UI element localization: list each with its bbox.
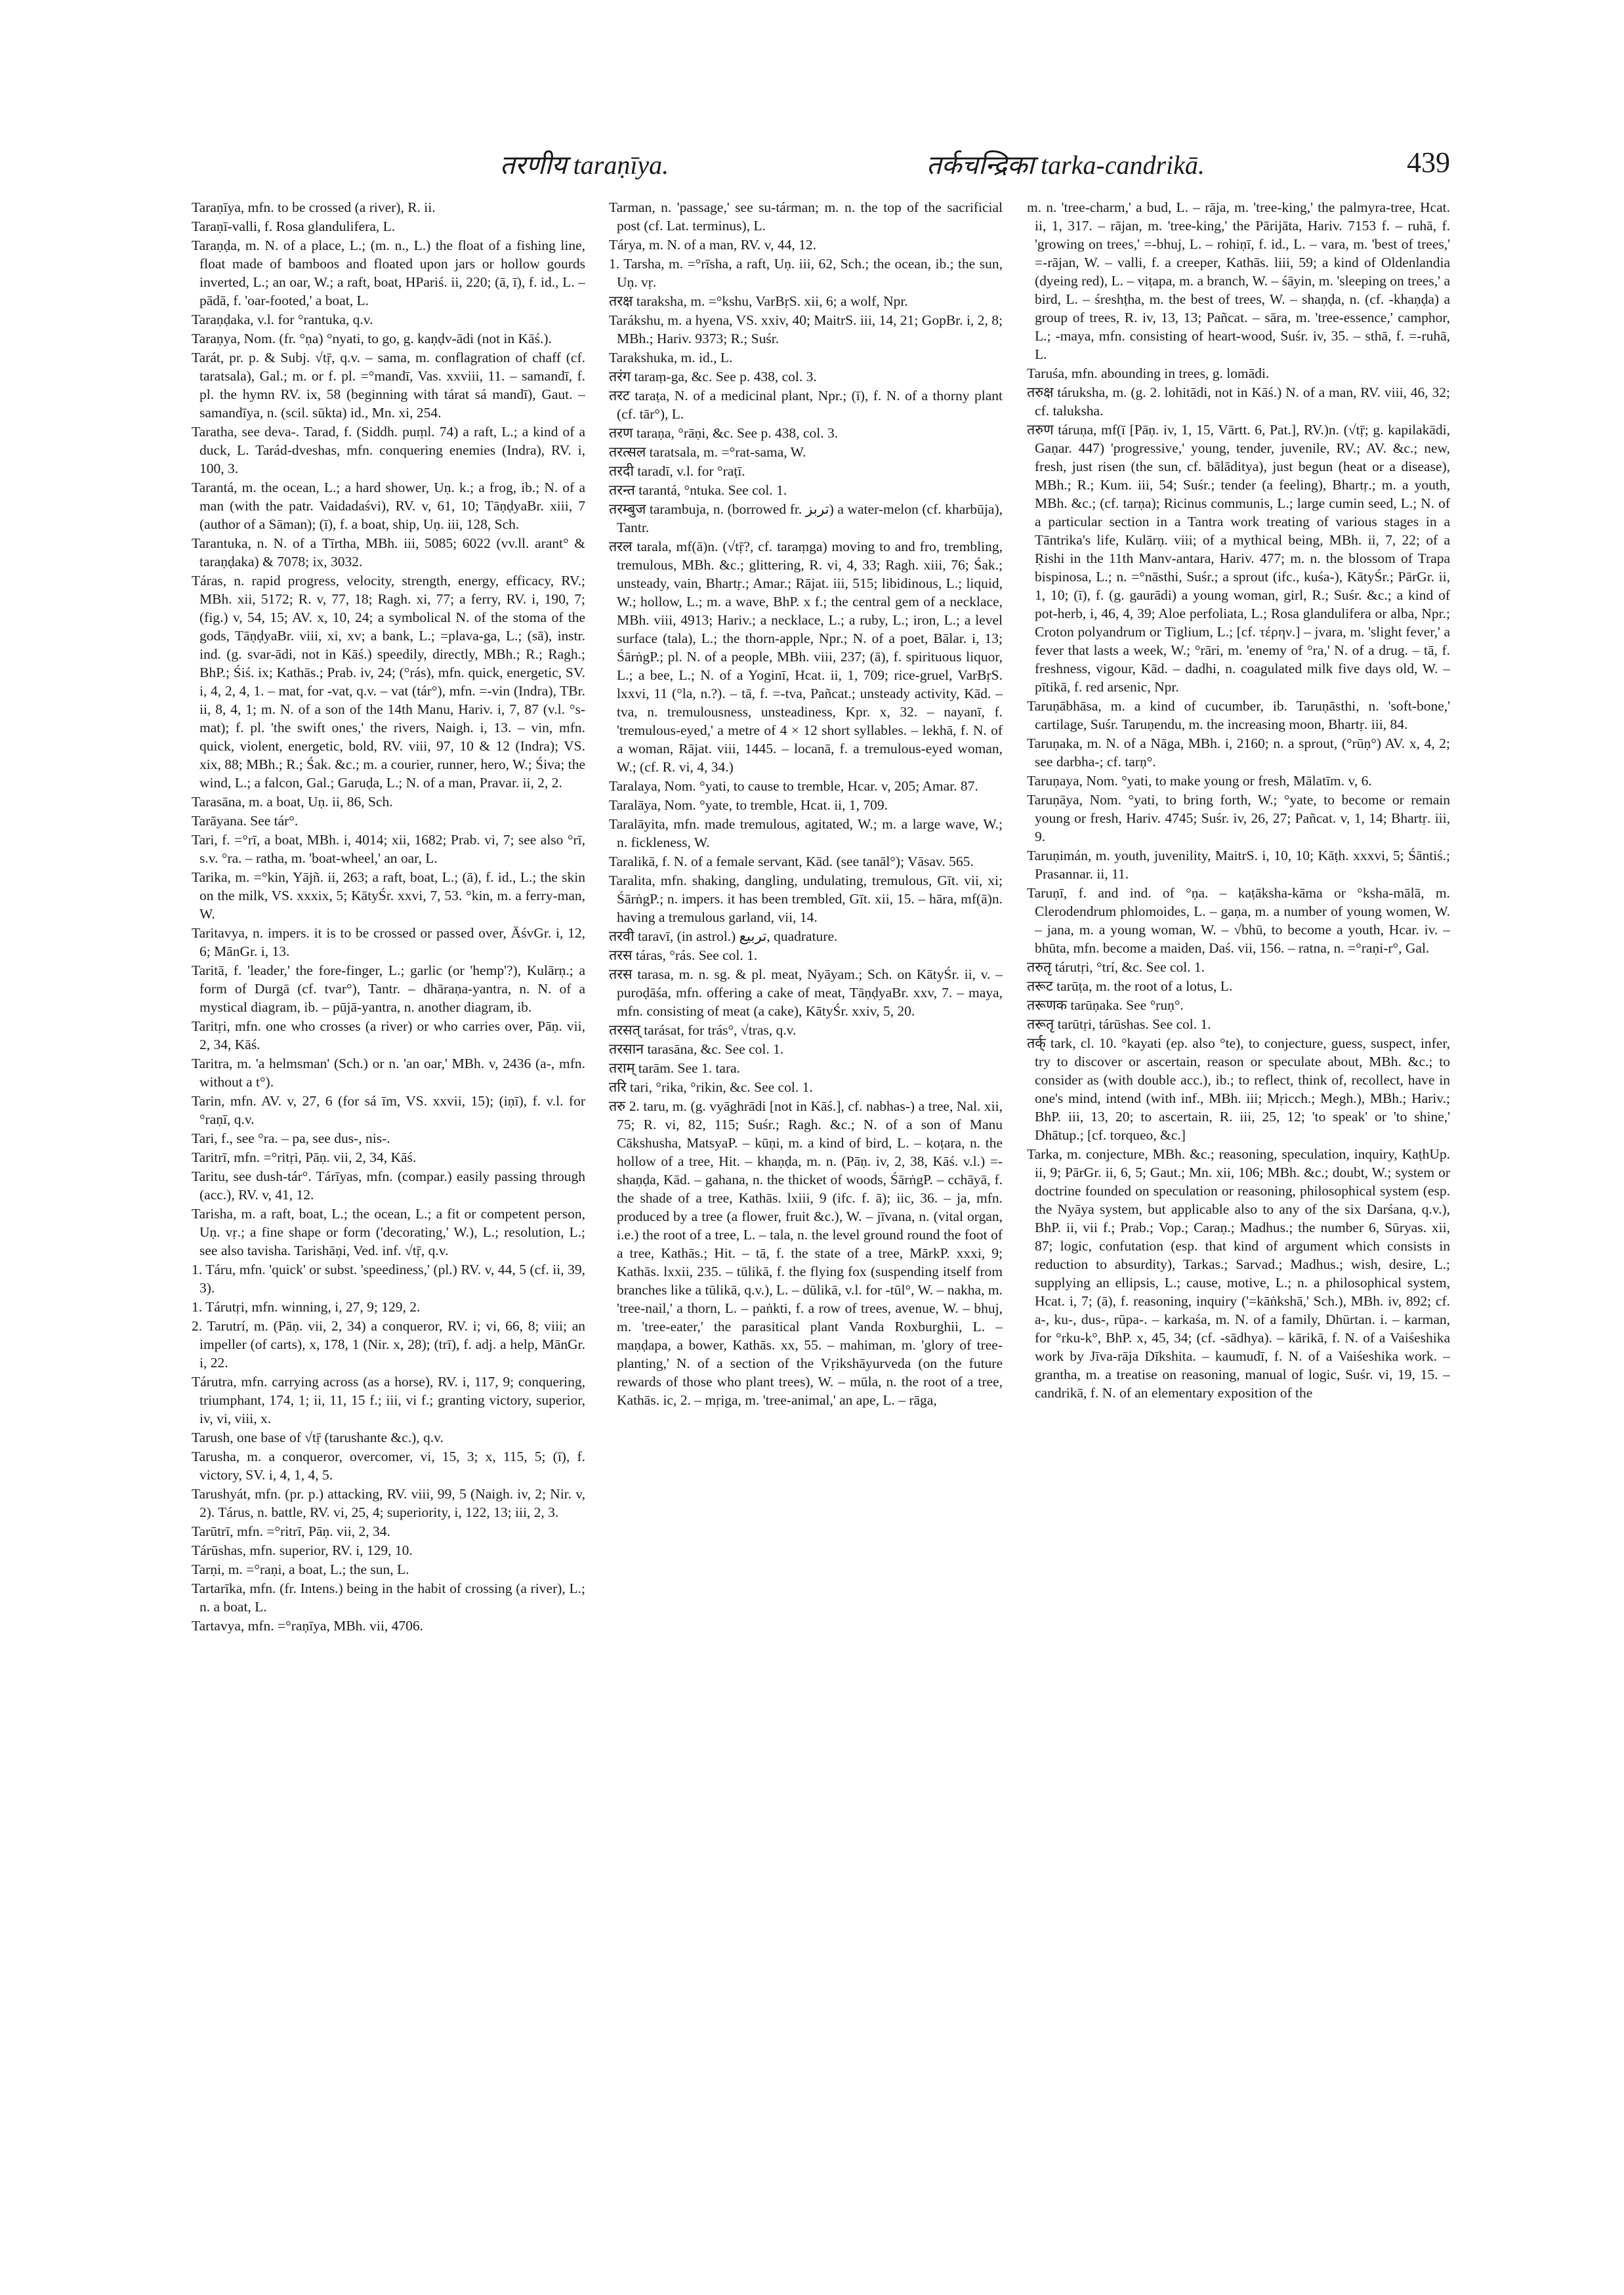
dictionary-entry: Taruśa, mfn. abounding in trees, g. lomādi. bbox=[1027, 365, 1270, 381]
page-header bbox=[192, 146, 1450, 192]
dictionary-entry: Tartavya, mfn. =°raṇīya, MBh. vii, 4706. bbox=[192, 1618, 423, 1634]
dictionary-entry: तरक्ष taraksha, m. =°kshu, VarBṛS. xii, 6; a wolf, Npr. bbox=[609, 293, 908, 309]
dictionary-entry: Tarṇi, m. =°raṇi, a boat, L.; the sun, L. bbox=[192, 1561, 409, 1577]
dictionary-entry: 2. Tarutrí, m. (Pāṇ. vii, 2, 34) a conqueror, RV. i; vi, 66, 8; viii; an impeller (of carts), x, 178, 1 (Nir. x, 28); (trī), f. adj. a help, MānGr. i, 22. bbox=[192, 1318, 585, 1371]
dictionary-entry: Taralaya, Nom. °yati, to cause to tremble, Hcar. v, 205; Amar. 87. bbox=[609, 778, 978, 794]
dictionary-entry: Taraṇī-valli, f. Rosa glandulifera, L. bbox=[192, 218, 396, 234]
dictionary-entry: Taruṇī, f. and ind. of °ṇa. – kaṭāksha-kāma or °ksha-mālā, m. Clerodendrum phlomoides, L. – gaṇa, m. a number of young women, W. – jana, m. a young woman, W. – √bhū, to become a youth, Hcar. iv. – bhūta, mfn. become a maiden, Daś. vii, 156. – ratna, n. =°raṇi-r°, Gal. bbox=[1027, 885, 1450, 956]
dictionary-entry: Tarantá, m. the ocean, L.; a hard shower, Uṇ. k.; a frog, ib.; N. of a man (with the patr. Vaidadaśvi), RV. v, 61, 10; TāṇḍyaBr. xiii, 7 (author of a Sāman); (ī), f. a boat, ship, Uṇ. iii, 128, Sch. bbox=[192, 480, 585, 532]
dictionary-entry: Táras, n. rapid progress, velocity, strength, energy, efficacy, RV.; MBh. xii, 5172; R. v, 77, 18; Ragh. xi, 77; a ferry, RV. i, 190, 7; (fig.) v, 54, 15; AV. x, 10, 24; a symbolical N. of the stoma of the gods, TāṇḍyaBr. viii, xi, xv; a bank, L.; =plava-ga, L.; (sā), instr. ind. (g. svar-ādi, not in Kāś.) speedily, directly, MBh.; R.; Ragh.; BhP.; Śiś. ix; Kathās.; Prab. iv, 24; (°rás), mfn. quick, energetic, SV. i, 4, 2, 4, 1. – mat, for -vat, q.v. – vat (tár°), mfn. =-vin (Indra), TBr. ii, 8, 4, 1; m. N. of a son of the 14th Manu, Hariv. i, 7, 87 (v.l. °s-mat); f. pl. 'the swift ones,' the rivers, Naigh. i, 13. – vin, mfn. quick, violent, energetic, bold, RV. viii, 97, 10 & 12 (Indra); VS. xix, 88; MBh.; R.; Śak. &c.; m. a courier, runner, hero, W.; Śiva; the wind, L.; a falcon, Gal.; Garuḍa, L.; N. of a man, Pravar. ii, 2, 2. bbox=[192, 573, 585, 791]
header-right-word: तर्कचन्द्रिका tarka-candrikā. bbox=[927, 150, 1205, 180]
dictionary-entry: Tarákshu, m. a hyena, VS. xxiv, 40; MaitrS. iii, 14, 21; GopBr. i, 2, 8; MBh.; Hariv. 9373; R.; Suśr. bbox=[609, 312, 1003, 346]
dictionary-entry: तर्क् tark, cl. 10. °kayati (ep. also °te), to conjecture, guess, suspect, infer, try to discover or ascertain, reason or speculate about, MBh. &c.; to consider as (with double acc.), ib.; to reflect, think of, recollect, have in one's mind, intend (with inf., MBh. iii; Mṛicch.; Megh.), MBh.; Hariv.; BhP. iii, 13, 20; to ascertain, R. iii, 25, 12; 'to speak' or 'to shine,' Dhātup.; [cf. torqueo, &c.] bbox=[1027, 1035, 1450, 1143]
dictionary-entry: तराम् tarām. See 1. tara. bbox=[609, 1060, 741, 1076]
dictionary-entry: Tárya, m. N. of a man, RV. v, 44, 12. bbox=[609, 237, 816, 253]
dictionary-entry: Taruṇābhāsa, m. a kind of cucumber, ib. Taruṇāsthi, n. 'soft-bone,' cartilage, Suśr. Taruṇendu, m. the increasing moon, Bhartṛ. iii, 84. bbox=[1027, 698, 1450, 732]
dictionary-entry: Tari, f., see °ra. – pa, see dus-, nis-. bbox=[192, 1130, 390, 1146]
dictionary-entry: Taraṇya, Nom. (fr. °ṇa) °nyati, to go, g. kaṇḍv-ādi (not in Kāś.). bbox=[192, 331, 552, 346]
dictionary-entry: तरूट tarūṭa, m. the root of a lotus, L. bbox=[1027, 978, 1233, 994]
dictionary-entry: तरंग taraṃ-ga, &c. See p. 438, col. 3. bbox=[609, 369, 817, 384]
dictionary-entry: Tárutra, mfn. carrying across (as a horse), RV. i, 117, 9; conquering, triumphant, 174, 1; ii, 11, 15 f.; iii, vi f.; granting victory, superior, iv, vi, viii, x. bbox=[192, 1374, 585, 1426]
dictionary-entry: तरस tarasa, m. n. sg. & pl. meat, Nyāyam.; Sch. on KātyŚr. ii, v. – puroḍāśa, mfn. offering a cake of meat, TāṇḍyaBr. xxv, 7. – maya, mfn. consisting of meat (a cake), KātyŚr. xxiv, 5, 20. bbox=[609, 966, 1003, 1019]
dictionary-entry: तरस táras, °rás. See col. 1. bbox=[609, 947, 758, 963]
dictionary-entry: तरुक्ष táruksha, m. (g. 2. lohitādi, not in Kāś.) N. of a man, RV. viii, 46, 32; cf. taluksha. bbox=[1027, 384, 1450, 419]
dictionary-entry: Tarūtrī, mfn. =°ritrī, Pāṇ. vii, 2, 34. bbox=[192, 1523, 390, 1539]
dictionary-entry: तरवी taravī, (in astrol.) تربيع, quadrature. bbox=[609, 928, 838, 944]
page-number: 439 bbox=[1407, 146, 1450, 178]
dictionary-entry: Taritā, f. 'leader,' the fore-finger, L.; garlic (or 'hemp'?), Kulārṇ.; a form of Durgā (cf. tvar°), Tantr. – dhāraṇa-yantra, n. N. of a mystical diagram, ib. – pūjā-yantra, n. another diagram, ib. bbox=[192, 962, 585, 1015]
dictionary-entry: तरुतृ tárutṛi, °trí, &c. See col. 1. bbox=[1027, 959, 1205, 975]
dictionary-entry: तरल tarala, mf(ā)n. (√tṝ?, cf. taraṃga) moving to and fro, trembling, tremulous, MBh. &c.; glittering, R. vi, 4, 33; Ragh. xiii, 76; Śak.; unsteady, vain, Bhartṛ.; Amar.; Rājat. iii, 515; libidinous, L.; liquid, W.; hollow, L.; m. a wave, BhP. x f.; the central gem of a necklace, MBh. viii, 4913; Hariv.; a necklace, L.; a ruby, L.; iron, L.; a level surface (tala), L.; the thorn-apple, Npr.; N. of a poet, Bālar. i, 13; ŚārṅgP.; pl. N. of a people, MBh. viii, 237; (ā), f. spirituous liquor, L.; a bee, L.; N. of a Yoginī, Hcat. ii, 1, 709; rice-gruel, VarBṛS. lxxvi, 11 (°la, n.?). – tā, f. =-tva, Pañcat.; unsteady activity, Kād. – tva, n. tremulousness, unsteadiness, Kpr. x, 32. – nayanī, f. 'tremulous-eyed,' a metre of 4 × 12 short syllables. – lekhā, f. N. of a woman, Rājat. viii, 1445. – locanā, f. a tremulous-eyed woman, W.; (cf. R. vi, 4, 34.) bbox=[609, 539, 1003, 775]
dictionary-entry: Tarát, pr. p. & Subj. √tṝ, q.v. – sama, m. conflagration of chaff (cf. taratsala), Gal.; m. or f. pl. =°mandī, Vas. xxviii, 11. – samandī, f. pl. the hymn RV. ix, 58 (beginning with tárat sá mandī), Gaut. – samandīya, n. (scil. sūkta) id., Mn. xi, 254. bbox=[192, 350, 585, 421]
dictionary-entry: Taraṇḍa, m. N. of a place, L.; (m. n., L.) the float of a fishing line, float made of bamboos and floated upon jars or hollow gourds inverted, L.; an oar, W.; a raft, boat, HPariś. ii, 220; (ā, ī), f. id., L. – pādā, f. 'oar-footed,' a boat, L. bbox=[192, 238, 585, 308]
dictionary-entry: तरूतृ tarūtṛi, tárūshas. See col. 1. bbox=[1027, 1016, 1211, 1032]
dictionary-entry: Taruṇaya, Nom. °yati, to make young or fresh, Mālatīm. v, 6. bbox=[1027, 773, 1372, 789]
dictionary-entry: Tarushyát, mfn. (pr. p.) attacking, RV. viii, 99, 5 (Naigh. iv, 2; Nir. v, 2). Tárus, n. battle, RV. vi, 25, 4; superiority, i, 122, 13; iii, 2, 3. bbox=[192, 1486, 585, 1520]
dictionary-entry: Tarman, n. 'passage,' see su-tárman; m. n. the top of the sacrificial post (cf. Lat. terminus), L. bbox=[609, 199, 1003, 234]
dictionary-entry: Tarusha, m. a conqueror, overcomer, vi, 15, 3; x, 115, 5; (ī), f. victory, SV. i, 4, 1, 4, 5. bbox=[192, 1449, 585, 1483]
dictionary-entry: Tarka, m. conjecture, MBh. &c.; reasoning, speculation, inquiry, KaṭhUp. ii, 9; PārGr. ii, 6, 5; Gaut.; Mn. xii, 106; MBh. &c.; doubt, W.; system or doctrine founded on speculation or reasoning, philosophical system (esp. the Nyāya system, but applicable also to any of the six Darśana, q.v.), BhP. ii, vii f.; Prab.; Vop.; Caraṇ.; Madhus.; the number 6, Sūryas. xii, 87; logic, confutation (esp. that kind of argument which consists in reduction to absurdity), Tarkas.; Sarvad.; Madhus.; wish, desire, L.; supplying an ellipsis, L.; cause, motive, L.; n. a philosophical system, Hcat. i, 7; (ā), f. reasoning, inquiry ('=kāṅkshā,' Sch.), MBh. iv, 892; cf. a-, ku-, dus-, rūpa-. – karkaśa, m. N. of a family, Dhūrtan. i. – karman, for °rku-k°, BhP. x, 45, 34; (cf. -sādhya). – kārikā, f. N. of a Vaiśeshika work by Jīva-rāja Dīkshita. – kaumudī, f. N. of a Vaiśeshika work. – grantha, m. a treatise on reasoning, manual of logic, Suśr. vi, 19, 15. – candrikā, f. N. of an elementary exposition of the bbox=[1027, 1146, 1450, 1401]
dictionary-entry: तरूणक tarūṇaka. See °ruṇ°. bbox=[1027, 997, 1184, 1013]
dictionary-entry: 1. Tárutṛi, mfn. winning, i, 27, 9; 129, 2. bbox=[192, 1299, 421, 1315]
dictionary-entry: 1. Táru, mfn. 'quick' or subst. 'speediness,' (pl.) RV. v, 44, 5 (cf. ii, 39, 3). bbox=[192, 1262, 585, 1296]
dictionary-entry: Taralikā, f. N. of a female servant, Kād. (see tanāl°); Vāsav. 565. bbox=[609, 854, 974, 869]
dictionary-entry: Taruṇaka, m. N. of a Nāga, MBh. i, 2160; n. a sprout, (°rūṇ°) AV. x, 4, 2; see darbha-; cf. tarṇ°. bbox=[1027, 735, 1450, 770]
dictionary-entry: तरट taraṭa, N. of a medicinal plant, Npr.; (ī), f. N. of a thorny plant (cf. tār°), L. bbox=[609, 388, 1003, 422]
dictionary-entry: तरण taraṇa, °rāṇi, &c. See p. 438, col. 3. bbox=[609, 425, 839, 441]
dictionary-entry: 1. Tarsha, m. =°rīsha, a raft, Uṇ. iii, 62, Sch.; the ocean, ib.; the sun, Uṇ. vṛ. bbox=[609, 256, 1003, 290]
dictionary-entry: Tarisha, m. a raft, boat, L.; the ocean, L.; a fit or competent person, Uṇ. vṛ.; a fine shape or form ('decorating,' W.), L.; resolution, L.; see also tavisha. Tarishāṇi, Ved. inf. √tṝ, q.v. bbox=[192, 1206, 585, 1258]
dictionary-entry: Taralita, mfn. shaking, dangling, undulating, tremulous, Gīt. vii, xi; ŚārṅgP.; n. impers. it has been trembled, Gīt. xii, 15. – hāra, mf(ā)n. having a tremulous garland, vii, 14. bbox=[609, 873, 1003, 925]
column-1 bbox=[192, 198, 585, 2245]
dictionary-entry: Taruṇāya, Nom. °yati, to bring forth, W.; °yate, to become or remain young or fresh, Hariv. 4745; Suśr. iv, 26, 27; Pañcat. v, 1, 14; Bhartṛ. iii, 9. bbox=[1027, 792, 1450, 844]
dictionary-entry: Taritrī, mfn. =°ritṛi, Pāṇ. vii, 2, 34, Kāś. bbox=[192, 1149, 417, 1165]
dictionary-entry: Tarin, mfn. AV. v, 27, 6 (for sá īm, VS. xxvii, 15); (iṇī), f. v.l. for °raṇī, q.v. bbox=[192, 1093, 585, 1127]
dictionary-entry: Taritra, m. 'a helmsman' (Sch.) or n. 'an oar,' MBh. v, 2436 (a-, mfn. without a t°). bbox=[192, 1056, 585, 1090]
dictionary-entry: Taralāyita, mfn. made tremulous, agitated, W.; m. a large wave, W.; n. fickleness, W. bbox=[609, 816, 1003, 850]
dictionary-entry: तरसान tarasāna, &c. See col. 1. bbox=[609, 1041, 784, 1057]
dictionary-entry: तरत्सल taratsala, m. =°rat-sama, W. bbox=[609, 444, 806, 460]
dictionary-entry: Tarush, one base of √tṝ (tarushante &c.), q.v. bbox=[192, 1430, 444, 1445]
column-3 bbox=[1027, 198, 1450, 2245]
dictionary-entry: Taralāya, Nom. °yate, to tremble, Hcat. ii, 1, 709. bbox=[609, 797, 888, 813]
dictionary-entry: Taraṇḍaka, v.l. for °rantuka, q.v. bbox=[192, 312, 373, 327]
dictionary-entry: m. n. 'tree-charm,' a bud, L. – rāja, m. 'tree-king,' the palmyra-tree, Hcat. ii, 1, 317. – rājan, m. 'tree-king,' the Pārijāta, Hariv. 7153 f. – ruhā, f. 'growing on trees,' =-bhuj, L. – rohiṇī, f. id., L. – vara, m. 'best of trees,' =-rājan, W. – valli, f. a creeper, Kathās. liii, 59; a kind of Oldenlandia (dyeing red), L. – viṭapa, m. a branch, W. – śāyin, m. 'sleeping on trees,' a bird, L. – śreshṭha, m. the best of trees, W. – shaṇḍa, n. (cf. -khaṇḍa) a group of trees, R. iv, 13, 13; Pañcat. – sāra, m. 'tree-essence,' camphor, L.; -maya, mfn. consisting of heart-wood, Suśr. iv, 35. – sthā, f. =-ruhā, L. bbox=[1027, 199, 1450, 362]
header-left-word: तरणीय taraṇīya. bbox=[500, 150, 669, 180]
dictionary-entry: Taritu, see dush-tár°. Tárīyas, mfn. (compar.) easily passing through (acc.), RV. v, 41, 12. bbox=[192, 1168, 585, 1203]
dictionary-entry: Taruṇimán, m. youth, juvenility, MaitrS. i, 10, 10; Kāṭh. xxxvi, 5; Śāntiś.; Prasannar. ii, 11. bbox=[1027, 848, 1450, 882]
dictionary-entry: तरुण táruṇa, mf(ī [Pāṇ. iv, 1, 15, Vārtt. 6, Pat.], RV.)n. (√tṝ; g. kapilakādi, Gaṇar. 447) 'progressive,' young, tender, juvenile, RV.; AV. &c.; new, fresh, just risen (the sun, cf. bālāditya), just begun (heat or a disease), MBh.; R.; Kum. iii, 54; Suśr.; tender (a feeling), Bhartṛ.; m. a youth, MBh. &c.; (cf. tarṇa); Ricinus communis, L.; large cumin seed, L.; N. of a particular section in a Tantra work treating of various stages in a Tāntrika's life, Kulārṇ. viii; of a mythical being, MBh. ii, 7, 22; of a Ṛishi in the 11th Manv-antara, Hariv. 477; m. n. the blossom of Trapa bispinosa, L.; n. =°nāsthi, Suśr.; a sprout (ifc., kuśa-), KātyŚr.; PārGr. ii, 1, 10; (ī), f. (g. gaurādi) a young woman, girl, R.; Suśr. &c.; a kind of pot-herb, i, 46, 4, 39; Aloe perfoliata, L.; Rosa glandulifera or alba, Npr.; Croton polyandrum or Tiglium, L.; [cf. τέρην.] – jvara, m. 'slight fever,' a fever that lasts a week, W.; °rāri, m. 'enemy of °ra,' N. of a drug. – tā, f. freshness, vigour, Kād. – dadhi, n. coagulated milk five days old, W. – pītikā, f. red arsenic, Npr. bbox=[1027, 422, 1450, 695]
dictionary-entry: तरम्बुज tarambuja, n. (borrowed fr. تربز) a water-melon (cf. kharbūja), Tantr. bbox=[609, 501, 1003, 535]
dictionary-entry: Taritavya, n. impers. it is to be crossed or passed over, ĀśvGr. i, 12, 6; MānGr. i, 13. bbox=[192, 925, 585, 959]
dictionary-entry: तरु 2. taru, m. (g. vyāghrādi [not in Kāś.], cf. nabhas-) a tree, Nal. xii, 75; R. vi, 82, 115; Suśr.; Ragh. &c.; N. of a son of Manu Cākshusha, MatsyaP. – kūṇi, m. a kind of bird, L. – koṭara, n. the hollow of a tree, Hit. – khaṇḍa, m. n. (Pāṇ. iv, 2, 38, Kāś. v.l.) =-shaṇḍa, Kād. – gahana, n. the thicket of woods, ŚārṅgP. – cchāyā, f. the shade of a tree, Kathās. lxiii, 9 (ifc. f. ā); iic, 36. – ja, mfn. produced by a tree (a flower, fruit &c.), W. – jīvana, n. (vital organ, i.e.) the root of a tree, L. – tala, n. the level ground round the foot of a tree, Kathās.; Hit. – tā, f. the state of a tree, MārkP. xxxi, 9; Kathās. lxxii, 235. – tūlikā, f. the flying fox (suspending itself from branches like a tūlikā, q.v.), L. – dūlikā, v.l. for -tūl°, W. – nakha, m. 'tree-nail,' a thorn, L. – paṅkti, f. a row of trees, avenue, W. – bhuj, m. 'tree-eater,' the parasitical plant Vanda Roxburghii, L. – maṇḍapa, a bower, Kathās. xx, 55. – mahiman, m. 'glory of tree-planting,' N. of a section of the Vṛikshāyurveda (on the future rewards of those who plant trees), W. – mūla, n. the root of a tree, Kathās. ic, 2. – mṛiga, m. 'tree-animal,' an ape, L. – rāga, bbox=[609, 1098, 1003, 1408]
column-2 bbox=[609, 198, 1003, 2245]
dictionary-entry: Tarāyana. See tár°. bbox=[192, 813, 299, 829]
dictionary-entry: Tari, f. =°rī, a boat, MBh. i, 4014; xii, 1682; Prab. vi, 7; see also °rī, s.v. °ra. – ratha, m. 'boat-wheel,' an oar, L. bbox=[192, 832, 585, 866]
dictionary-entry: Tárūshas, mfn. superior, RV. i, 129, 10. bbox=[192, 1542, 413, 1558]
dictionary-entry: Taratha, see deva-. Tarad, f. (Siddh. puṃl. 74) a raft, L.; a kind of a duck, L. Tarád-dveshas, mfn. conquering enemies (Indra), RV. i, 100, 3. bbox=[192, 424, 585, 476]
dictionary-entry: तरन्त tarantá, °ntuka. See col. 1. bbox=[609, 482, 787, 498]
dictionary-entry: Tarasāna, m. a boat, Uṇ. ii, 86, Sch. bbox=[192, 794, 393, 810]
dictionary-entry: Tartarīka, mfn. (fr. Intens.) being in the habit of crossing (a river), L.; n. a boat, L. bbox=[192, 1581, 585, 1615]
dictionary-entry: तरसत् tarásat, for trás°, √tras, q.v. bbox=[609, 1022, 797, 1038]
dictionary-entry: Taraṇīya, mfn. to be crossed (a river), R. ii. bbox=[192, 199, 436, 215]
dictionary-entry: Tarakshuka, m. id., L. bbox=[609, 350, 733, 365]
dictionary-entry: Taritṛi, mfn. one who crosses (a river) or who carries over, Pāṇ. vii, 2, 34, Kāś. bbox=[192, 1018, 585, 1052]
dictionary-entry: तरि tari, °rika, °rikin, &c. See col. 1. bbox=[609, 1079, 813, 1095]
dictionary-entry: Tarantuka, n. N. of a Tīrtha, MBh. iii, 5085; 6022 (vv.ll. arant° & taraṇḍaka) & 7078; ix, 3032. bbox=[192, 535, 585, 569]
dictionary-entry: तरदी taradī, v.l. for °raṭī. bbox=[609, 463, 745, 479]
dictionary-entry: Tarika, m. =°kin, Yājñ. ii, 263; a raft, boat, L.; (ā), f. id., L.; the skin on the milk, VS. xxxix, 5; KātyŚr. xxvi, 7, 53. °kin, m. a ferry-man, W. bbox=[192, 869, 585, 922]
